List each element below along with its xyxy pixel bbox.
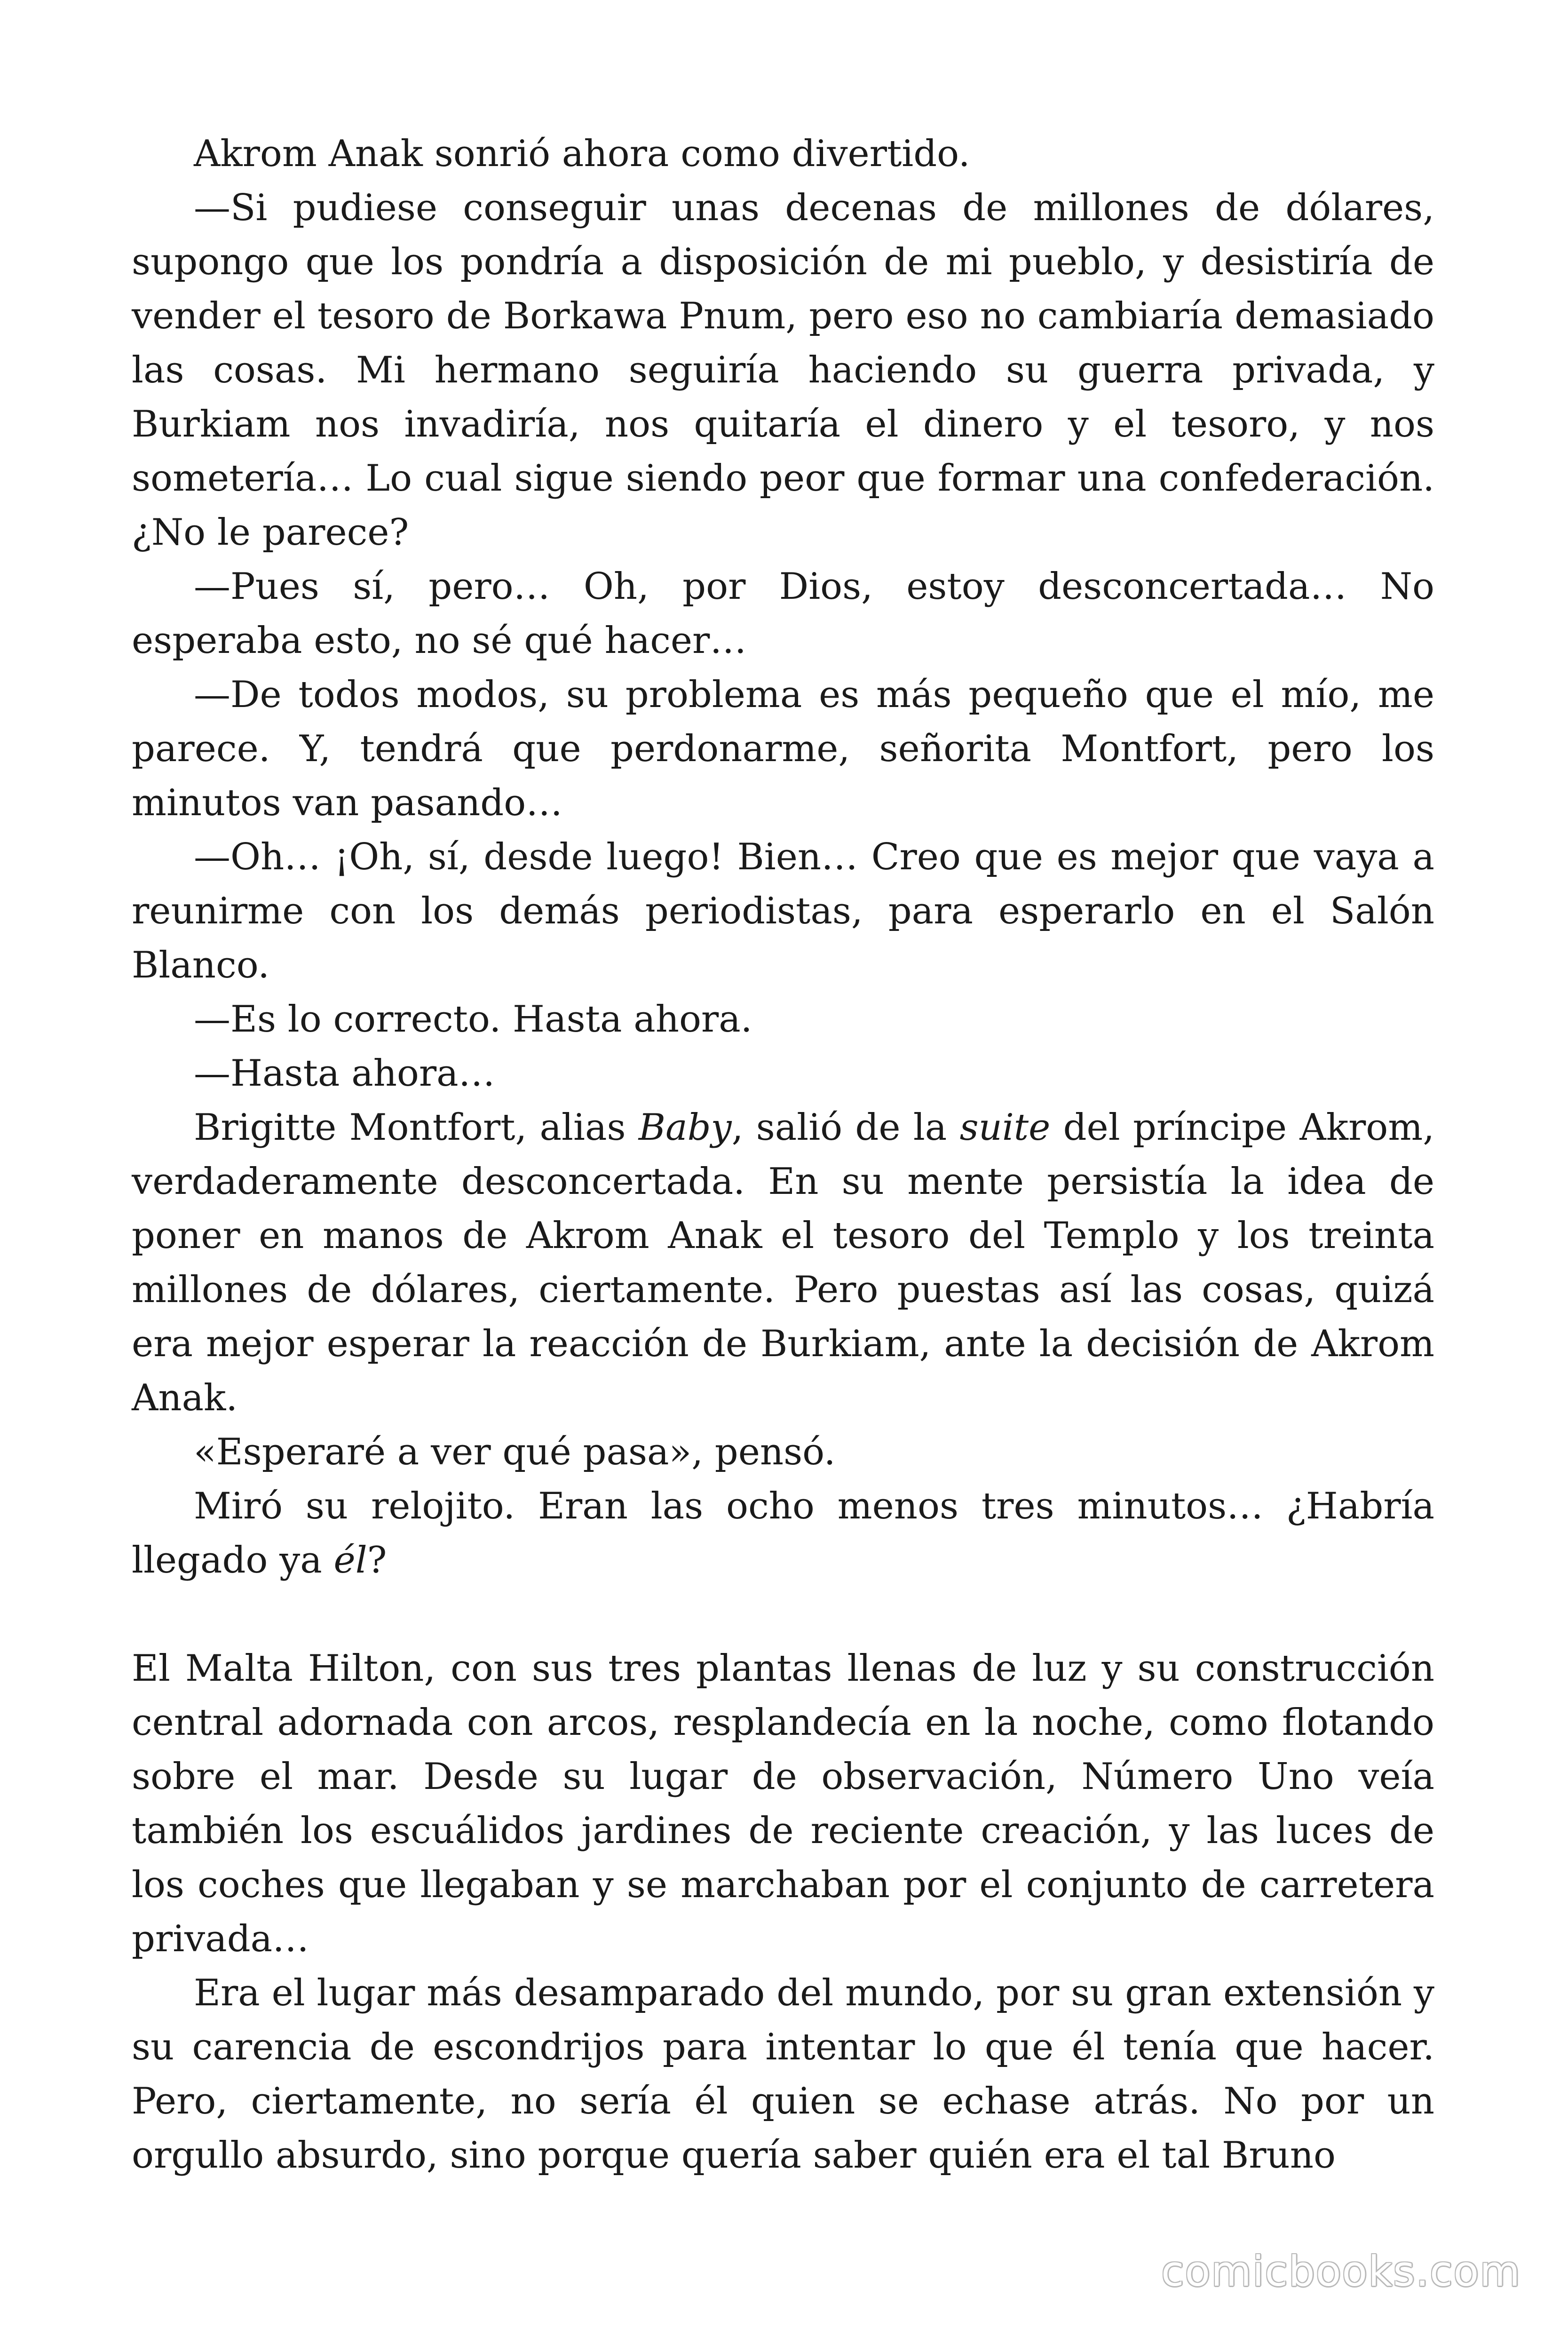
text-run: Miró su relojito. Eran las ocho menos tres minutos… ¿Habría llegado ya	[132, 1485, 1434, 1581]
italic-text: él	[333, 1539, 367, 1581]
paragraph: Era el lugar más desamparado del mundo, por su gran extensión y su carencia de escondrijos para intentar lo que él tenía que hacer. Pero, ciertamente, no sería él quien se echase atrás. No por un orgullo absurdo, sino porque quería saber quién era el tal Bruno	[132, 1972, 1434, 2177]
paragraph: «Esperaré a ver qué pasa», pensó.	[194, 1431, 836, 1473]
paragraph: —Es lo correcto. Hasta ahora.	[194, 998, 752, 1041]
text-run: , salió de la	[731, 1106, 960, 1149]
italic-text: Baby	[638, 1106, 732, 1149]
paragraph: —Hasta ahora…	[194, 1052, 495, 1095]
paragraph	[132, 1101, 1434, 1425]
paragraph: —De todos modos, su problema es más pequeño que el mío, me parece. Y, tendrá que perdonarme, señorita Montfort, pero los minutos van pasando…	[132, 674, 1434, 824]
italic-text: suite	[959, 1106, 1051, 1149]
section-break	[132, 1588, 1434, 1642]
paragraph: —Pues sí, pero… Oh, por Dios, estoy desconcertada… No esperaba esto, no sé qué hacer…	[132, 565, 1434, 662]
document-body	[132, 127, 1434, 2183]
text-run: ?	[367, 1539, 387, 1581]
text-run: del príncipe Akrom, verdaderamente desconcertada. En su mente persistía la idea de poner en manos de Akrom Anak el tesoro del Templo y los treinta millones de dólares, ciertamente. Pero puestas así las cosas, quizá era mejor esperar la reacción de Burkiam, ante la decisión de Akrom Anak.	[132, 1106, 1434, 1419]
text-run: Brigitte Montfort, alias	[194, 1106, 639, 1149]
watermark: comicbooks.com	[1161, 2247, 1521, 2296]
paragraph: —Oh… ¡Oh, sí, desde luego! Bien… Creo que es mejor que vaya a reunirme con los demás periodistas, para esperarlo en el Salón Blanco.	[132, 836, 1434, 986]
paragraph: El Malta Hilton, con sus tres plantas llenas de luz y su construcción central adornada con arcos, resplandecía en la noche, como flotando sobre el mar. Desde su lugar de observación, Número Uno veía también los escuálidos jardines de reciente creación, y las luces de los coches que llegaban y se marchaban por el conjunto de carretera privada…	[132, 1647, 1434, 1960]
paragraph: —Si pudiese conseguir unas decenas de millones de dólares, supongo que los pondría a disposición de mi pueblo, y desistiría de vender el tesoro de Borkawa Pnum, pero eso no cambiaría demasiado las cosas. Mi hermano seguiría haciendo su guerra privada, y Burkiam nos invadiría, nos quitaría el dinero y el tesoro, y nos sometería… Lo cual sigue siendo peor que formar una confederación. ¿No le parece?	[132, 187, 1434, 554]
paragraph: Akrom Anak sonrió ahora como divertido.	[194, 133, 970, 175]
paragraph	[132, 1479, 1434, 1588]
